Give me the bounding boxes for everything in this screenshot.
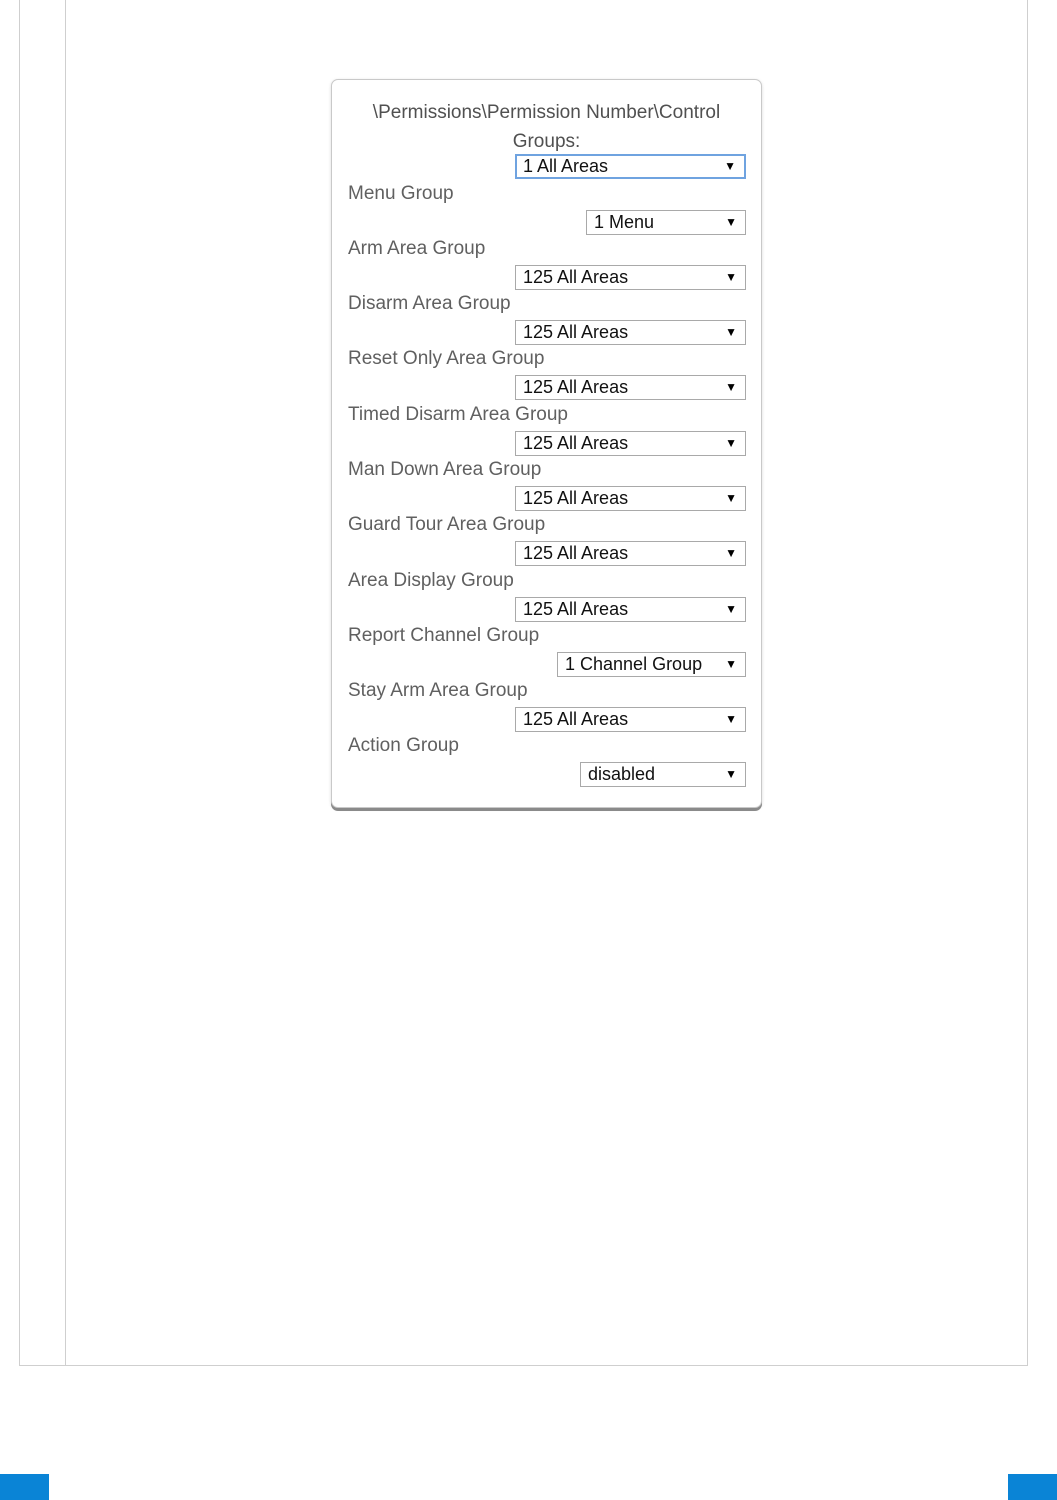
area-display-group-select[interactable] [515,597,746,622]
menu-group-select[interactable] [586,210,746,235]
reset-only-area-group-select[interactable] [515,375,746,400]
action-group-label: Action Group [348,735,459,756]
guard-tour-area-group-select[interactable] [515,541,746,566]
reset-only-area-group-value: 125 All Areas [523,377,629,397]
man-down-area-group-value: 125 All Areas [523,488,629,508]
man-down-area-group-select[interactable] [515,486,746,511]
menu-group-label: Menu Group [348,183,454,204]
guard-tour-area-group-value: 125 All Areas [523,543,629,563]
disarm-area-group-label: Disarm Area Group [348,293,511,314]
dropdown-arrow-icon: ▼ [725,436,737,450]
dropdown-arrow-icon: ▼ [724,159,736,173]
area-display-group-label: Area Display Group [348,570,514,591]
disarm-area-group-value: 125 All Areas [523,322,629,342]
action-group-value: disabled [588,764,656,784]
groups-select[interactable] [515,154,746,179]
dropdown-arrow-icon: ▼ [725,270,737,284]
footer-left-accent-block [0,1474,49,1500]
stay-arm-area-group-value: 125 All Areas [523,709,629,729]
panel-title-path: \Permissions\Permission Number\Control [372,102,721,123]
arm-area-group-label: Arm Area Group [348,238,486,259]
reset-only-area-group-label: Reset Only Area Group [348,348,545,369]
dropdown-arrow-icon: ▼ [725,215,737,229]
dropdown-arrow-icon: ▼ [725,602,737,616]
disarm-area-group-select[interactable] [515,320,746,345]
panel-title-groups: Groups: [512,131,581,152]
report-channel-group-label: Report Channel Group [348,625,540,646]
panel-title [332,98,761,156]
groups-select-value: 1 All Areas [523,156,609,176]
man-down-area-group-label: Man Down Area Group [348,459,542,480]
dropdown-arrow-icon: ▼ [725,712,737,726]
timed-disarm-area-group-value: 125 All Areas [523,433,629,453]
dropdown-arrow-icon: ▼ [725,767,737,781]
guard-tour-area-group-label: Guard Tour Area Group [348,514,546,535]
dropdown-arrow-icon: ▼ [725,380,737,394]
dropdown-arrow-icon: ▼ [725,325,737,339]
dropdown-arrow-icon: ▼ [725,657,737,671]
control-groups-panel [331,79,762,808]
dropdown-arrow-icon: ▼ [725,546,737,560]
stay-arm-area-group-select[interactable] [515,707,746,732]
report-channel-group-value: 1 Channel Group [565,654,703,674]
report-channel-group-select[interactable] [557,652,746,677]
menu-group-value: 1 Menu [594,212,655,232]
dropdown-arrow-icon: ▼ [725,491,737,505]
footer-right-accent-block [1008,1474,1057,1500]
arm-area-group-value: 125 All Areas [523,267,629,287]
stay-arm-area-group-label: Stay Arm Area Group [348,680,528,701]
area-display-group-value: 125 All Areas [523,599,629,619]
action-group-select[interactable] [580,762,746,787]
table-column-divider [65,0,66,1366]
arm-area-group-select[interactable] [515,265,746,290]
timed-disarm-area-group-label: Timed Disarm Area Group [348,404,568,425]
timed-disarm-area-group-select[interactable] [515,431,746,456]
